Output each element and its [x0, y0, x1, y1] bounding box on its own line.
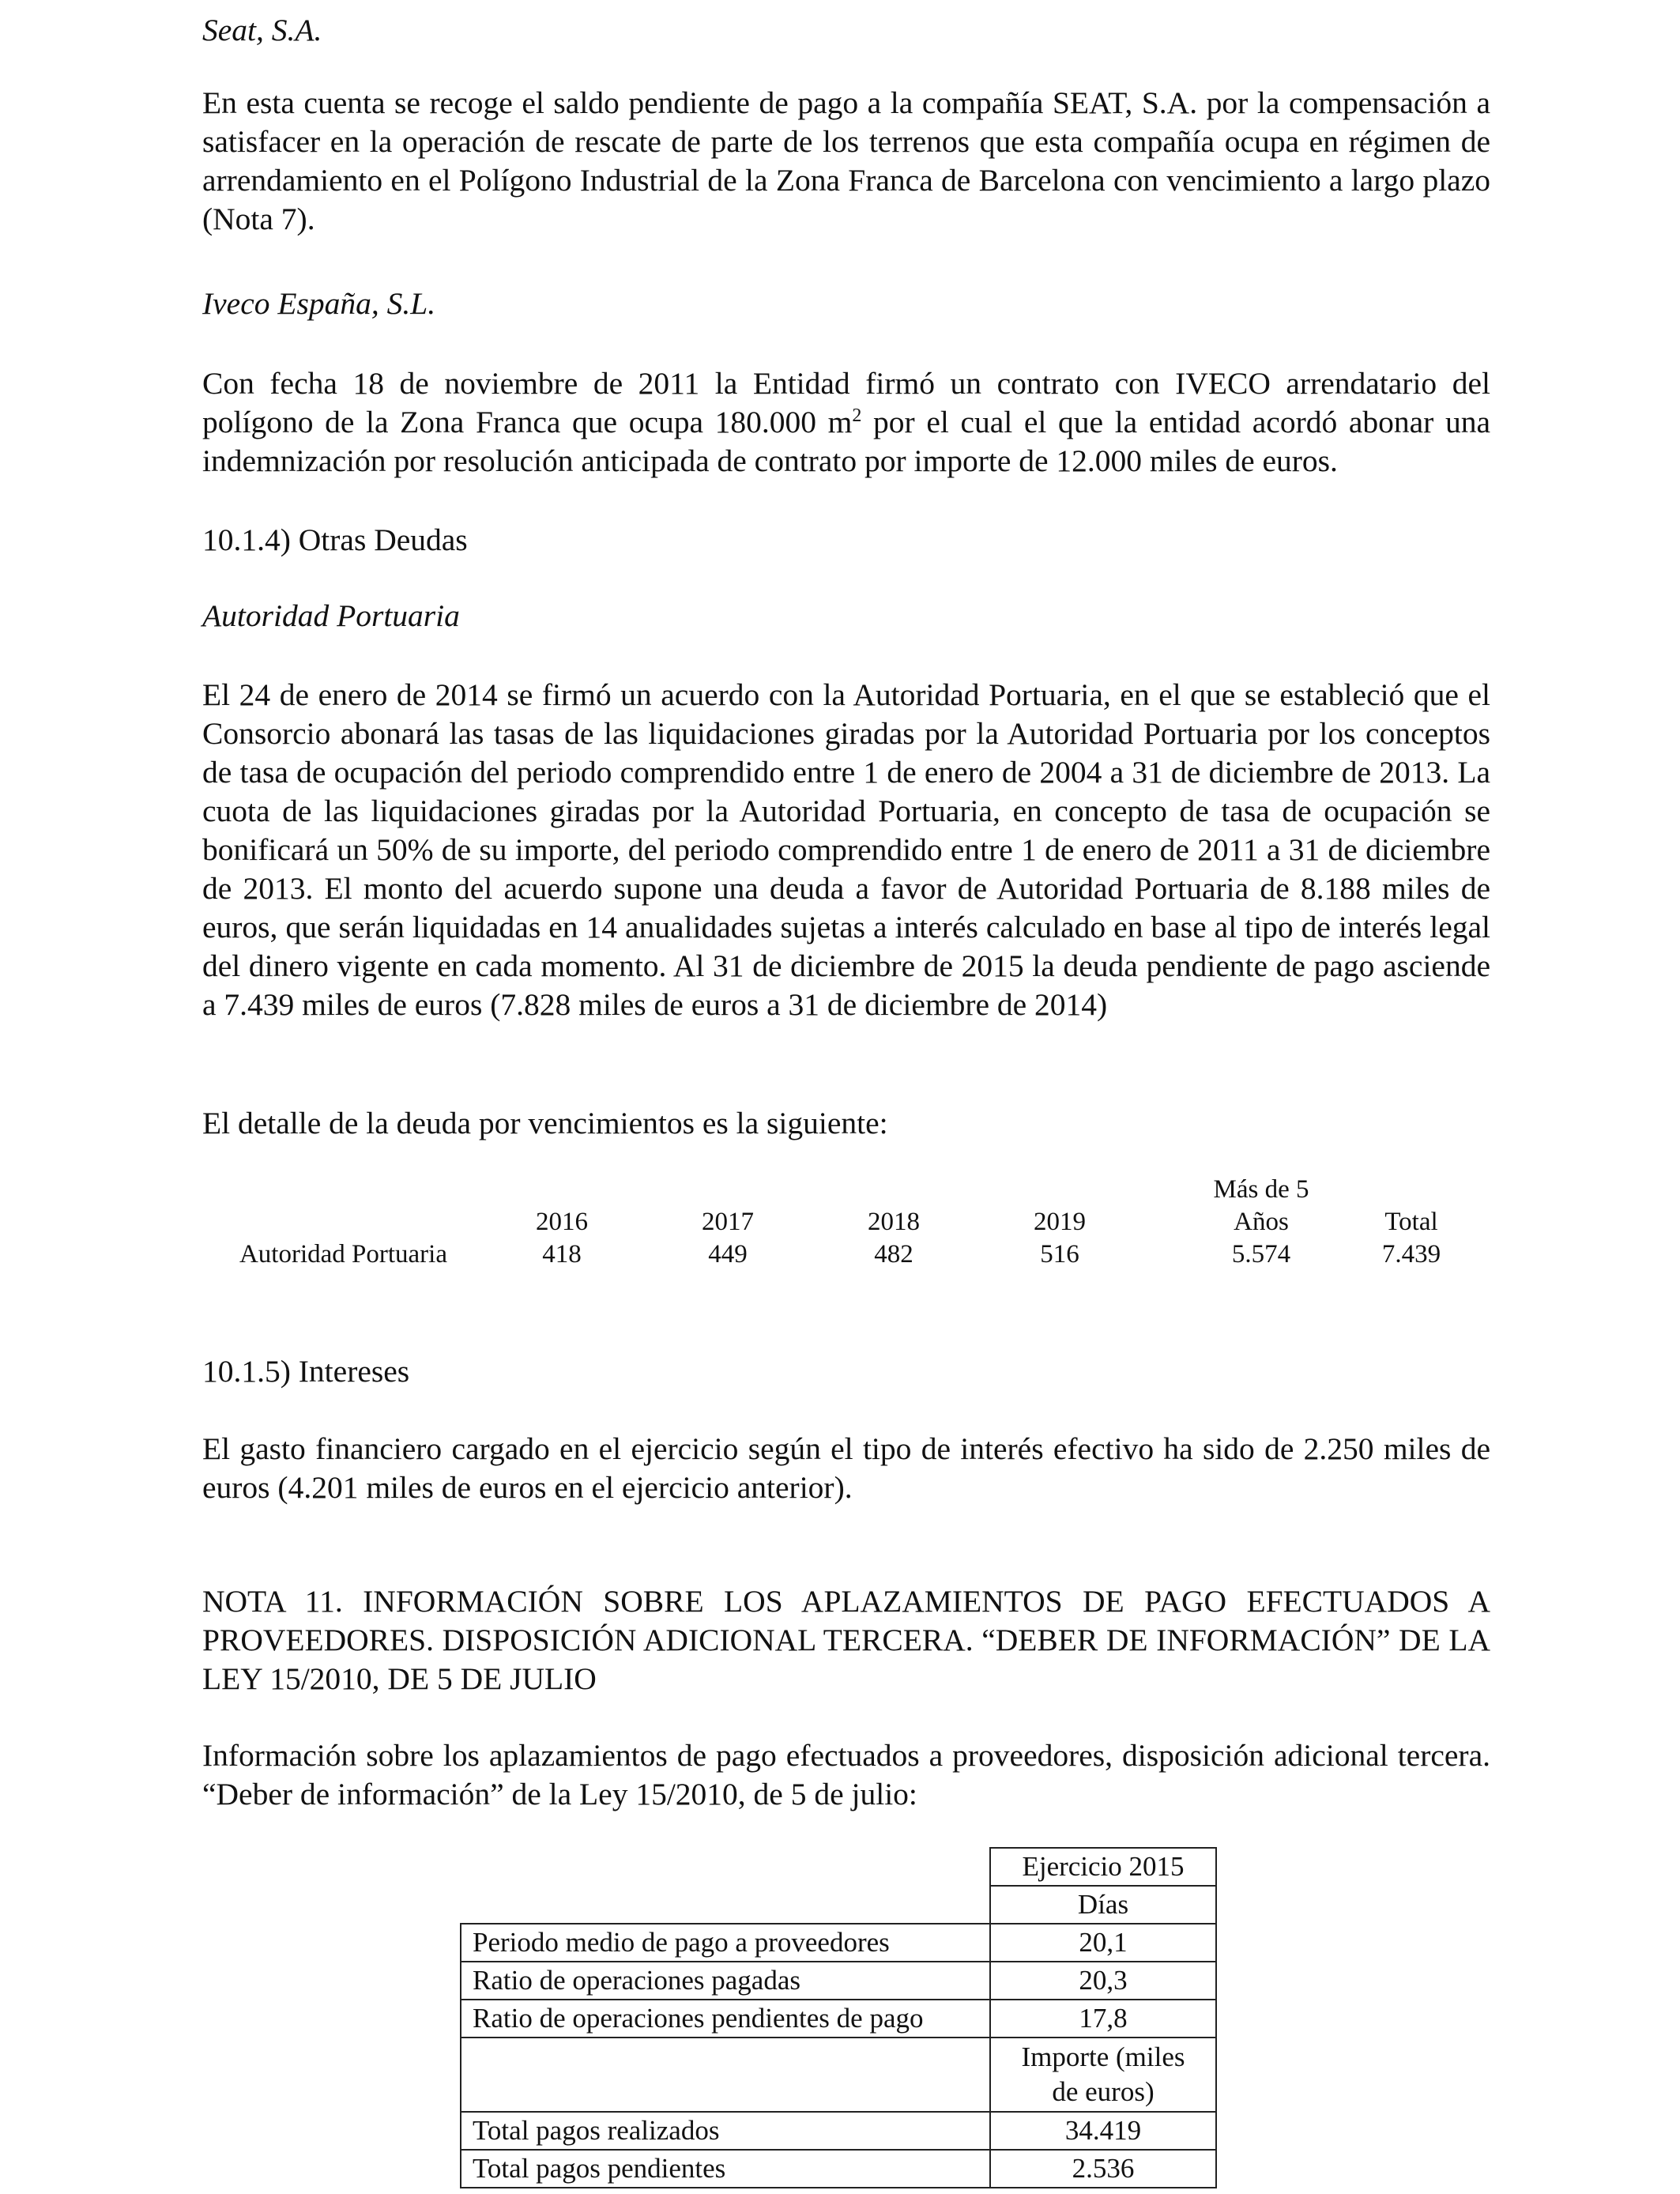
- table-row: [461, 2150, 1216, 2188]
- header-2017: 2017: [702, 1208, 754, 1236]
- header-2018: 2018: [868, 1208, 920, 1236]
- nota11-paragraph: Información sobre los aplazamientos de pago efectuados a proveedores, disposición adicional tercera. “Deber de información” de la Ley 15/2010, de 5 de julio:: [202, 1738, 1490, 1811]
- header-importe: Importe (miles de euros): [990, 2038, 1216, 2112]
- autoridad-portuaria-subheading: Autoridad Portuaria: [202, 598, 460, 633]
- row-label: Total pagos pendientes: [461, 2150, 990, 2188]
- row-value: 20,1: [990, 1924, 1216, 1962]
- row-label: Total pagos realizados: [461, 2112, 990, 2150]
- header-mas5-line1: Más de 5: [1213, 1175, 1309, 1204]
- row-label: Ratio de operaciones pagadas: [461, 1962, 990, 2000]
- value-mas5: 5.574: [1231, 1240, 1291, 1269]
- table-row: [461, 1962, 1216, 2000]
- table-row: [461, 1886, 1216, 1924]
- seat-paragraph: En esta cuenta se recoge el saldo pendiente de pago a la compañía SEAT, S.A. por la compensación a satisfacer en la operación de rescate de parte de los terrenos que esta compañía ocupa en régimen de arrendamiento en el Polígono Industrial de la Zona Franca de Barcelona con vencimiento a largo plazo (Nota 7).: [202, 85, 1490, 236]
- table-row: [461, 1924, 1216, 1962]
- autoridad-portuaria-paragraph: El 24 de enero de 2014 se firmó un acuerdo con la Autoridad Portuaria, en el que se estableció que el Consorcio abonará las tasas de las liquidaciones giradas por la Autoridad Portuaria por los conceptos de tasa de ocupación del periodo comprendido entre 1 de enero de 2004 a 31 de diciembre de 2013. La cuota de las liquidaciones giradas por la Autoridad Portuaria, en concepto de tasa de ocupación se bonificará un 50% de su importe, del periodo comprendido entre 1 de enero de 2011 a 31 de diciembre de 2013. El monto del acuerdo supone una deuda a favor de Autoridad Portuaria de 8.188 miles de euros, que serán liquidadas en 14 anualidades sujetas a interés calculado en base al tipo de interés legal del dinero vigente en cada momento. Al 31 de diciembre de 2015 la deuda pendiente de pago asciende a 7.439 miles de euros (7.828 miles de euros a 31 de diciembre de 2014): [202, 677, 1490, 1022]
- intereses-heading: 10.1.5) Intereses: [202, 1354, 410, 1389]
- detalle-intro: El detalle de la deuda por vencimientos es la siguiente:: [202, 1106, 888, 1140]
- value-2016: 418: [542, 1240, 582, 1269]
- nota11-heading: NOTA 11. INFORMACIÓN SOBRE LOS APLAZAMIENTOS DE PAGO EFECTUADOS A PROVEEDORES. DISPOSICIÓN ADICIONAL TERCERA. “DEBER DE INFORMACIÓN” DE LA LEY 15/2010, DE 5 DE JULIO: [202, 1584, 1490, 1696]
- iveco-paragraph-part1: Con fecha 18 de noviembre de 2011 la Entidad firmó un contrato con IVECO arrendatario del polígono de la Zona Franca que ocupa 180.000 m: [202, 366, 1490, 439]
- intereses-paragraph: El gasto financiero cargado en el ejercicio según el tipo de interés efectivo ha sido de 2.250 miles de euros (4.201 miles de euros en el ejercicio anterior).: [202, 1431, 1490, 1505]
- table-row: [461, 2000, 1216, 2038]
- header-dias: Días: [990, 1886, 1216, 1924]
- iveco-superscript: 2: [852, 405, 862, 426]
- row-value: 2.536: [990, 2150, 1216, 2188]
- header-mas5-line2: Años: [1234, 1208, 1289, 1236]
- row-label: Autoridad Portuaria: [239, 1240, 447, 1269]
- iveco-heading: Iveco España, S.L.: [202, 286, 436, 321]
- row-value: 17,8: [990, 2000, 1216, 2038]
- supplier-payments-table: [460, 1847, 1217, 2188]
- header-ejercicio: Ejercicio 2015: [990, 1848, 1216, 1886]
- iveco-paragraph: [202, 364, 1490, 481]
- row-value: 34.419: [990, 2112, 1216, 2150]
- row-label: Periodo medio de pago a proveedores: [461, 1924, 990, 1962]
- row-value: 20,3: [990, 1962, 1216, 2000]
- seat-heading: Seat, S.A.: [202, 13, 322, 47]
- value-2017: 449: [708, 1240, 748, 1269]
- table-row: [461, 1848, 1216, 1886]
- row-label: Ratio de operaciones pendientes de pago: [461, 2000, 990, 2038]
- header-2019: 2019: [1034, 1208, 1086, 1236]
- value-2019: 516: [1040, 1240, 1079, 1269]
- header-total: Total: [1384, 1208, 1438, 1236]
- value-total: 7.439: [1381, 1240, 1441, 1269]
- header-2016: 2016: [536, 1208, 588, 1236]
- iveco-paragraph-part2: por el cual el que la entidad acordó abonar una indemnización por resolución anticipada de contrato por importe de 12.000 miles de euros.: [202, 405, 1490, 478]
- otras-deudas-heading: 10.1.4) Otras Deudas: [202, 522, 468, 557]
- value-2018: 482: [874, 1240, 913, 1269]
- table-row: [461, 2038, 1216, 2112]
- table-row: [461, 2112, 1216, 2150]
